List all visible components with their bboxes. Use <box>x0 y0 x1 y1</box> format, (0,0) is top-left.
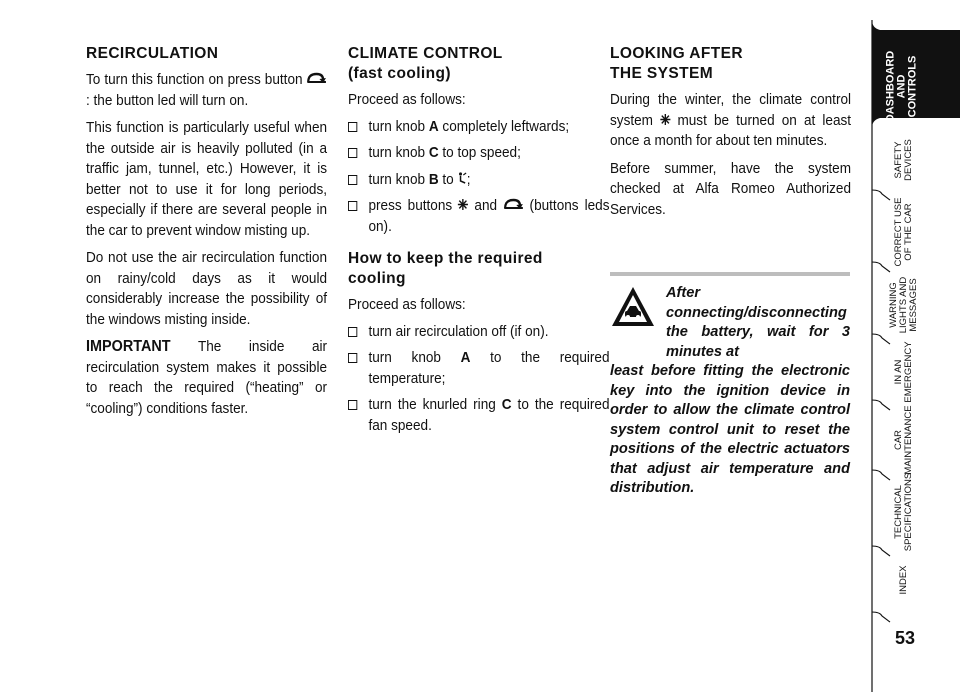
paragraph: Before summer, have the system checked at Alfa Romeo Authorized Services. <box>610 160 852 218</box>
recirculation-icon <box>307 72 327 84</box>
intro: Proceed as follows: <box>348 297 466 313</box>
page-number: 53 <box>894 628 916 648</box>
list-item: turn the knurled ring C to the required fan speed. <box>348 395 610 436</box>
subheading-keep-cooling: How to keep the required cooling <box>348 250 543 287</box>
chapter-sidebar <box>868 0 960 692</box>
heading-line: CLIMATE CONTROL <box>348 45 503 62</box>
recirculation-icon <box>503 198 523 210</box>
tab-emergency[interactable]: IN AN EMERGENCY <box>893 341 914 403</box>
checkbox-bullet <box>348 201 357 211</box>
heading-recirculation: RECIRCULATION <box>86 45 219 62</box>
warning-note <box>610 284 850 499</box>
tab-technical-specifications[interactable]: TECHNICAL SPECIFICATIONS <box>893 472 914 552</box>
list-item: turn knob C to top speed; <box>348 143 610 164</box>
list-item: press buttons and (buttons leds on). <box>348 196 610 237</box>
paragraph: This function is particularly useful when the outside air is heavily polluted (in a traffic jam, tunnel, etc.) However, it is better not to use it for long periods, especially if there are several people in the car to prevent window misting up. <box>86 120 328 239</box>
snowflake-icon <box>660 114 670 125</box>
warning-text: least before fitting the electronic key into the ignition device in order to allow the climate control system control unit to reset the positions of the electric actuators that adjust air temperature and distribution. <box>610 363 850 496</box>
tab-car-maintenance[interactable]: CAR MAINTENANCE <box>893 405 914 475</box>
warning-text: After connecting/disconnecting the battery, wait for 3 minutes at <box>666 285 850 360</box>
tab-safety-devices[interactable]: SAFETY DEVICES <box>893 139 914 181</box>
column-recirculation <box>86 44 326 426</box>
tab-index[interactable]: INDEX <box>898 565 909 595</box>
important-label: IMPORTANT <box>86 338 171 355</box>
heading-looking-after: LOOKING AFTER THE SYSTEM <box>610 45 743 82</box>
checkbox-bullet <box>348 400 357 410</box>
column-looking-after <box>610 44 850 227</box>
list-item: turn knob A to the required temperature; <box>348 348 610 389</box>
steps-list <box>348 117 610 238</box>
list-item: turn air recirculation off (if on). <box>348 322 610 343</box>
heading-climate-control <box>348 44 588 84</box>
tab-dashboard-and-controls[interactable]: DASHBOARD AND CONTROLS <box>884 50 919 123</box>
checkbox-bullet <box>348 353 357 363</box>
heading-line: (fast cooling) <box>348 65 451 82</box>
list-item: turn knob A completely leftwards; <box>348 117 610 138</box>
checkbox-bullet <box>348 175 357 185</box>
paragraph: Do not use the air recirculation function on rainy/cold days as it would considerably increase the possibility of the windows misting inside. <box>86 250 328 328</box>
list-item: turn knob B to ; <box>348 170 610 191</box>
tab-warning-lights[interactable]: WARNING LIGHTS AND MESSAGES <box>888 276 919 334</box>
text: The inside air recirculation system makes it possible to reach the required (“heating” or “cooling”) conditions faster. <box>86 339 328 417</box>
warning-divider <box>610 272 850 276</box>
checkbox-bullet <box>348 122 357 132</box>
paragraph <box>86 70 327 111</box>
intro: Proceed as follows: <box>348 92 466 108</box>
paragraph <box>86 337 327 419</box>
checkbox-bullet <box>348 327 357 337</box>
checkbox-bullet <box>348 148 357 158</box>
paragraph: During the winter, the climate control system must be turned on at least once a month for about ten minutes. <box>610 92 852 149</box>
column-climate-control <box>348 44 610 442</box>
snowflake-icon <box>458 199 468 210</box>
steps-list <box>348 322 610 437</box>
text: : the button led will turn on. <box>86 92 249 109</box>
tab-correct-use[interactable]: CORRECT USE OF THE CAR <box>893 197 914 267</box>
text: To turn this function on press button <box>86 72 303 88</box>
fan-direction-icon <box>457 172 466 184</box>
